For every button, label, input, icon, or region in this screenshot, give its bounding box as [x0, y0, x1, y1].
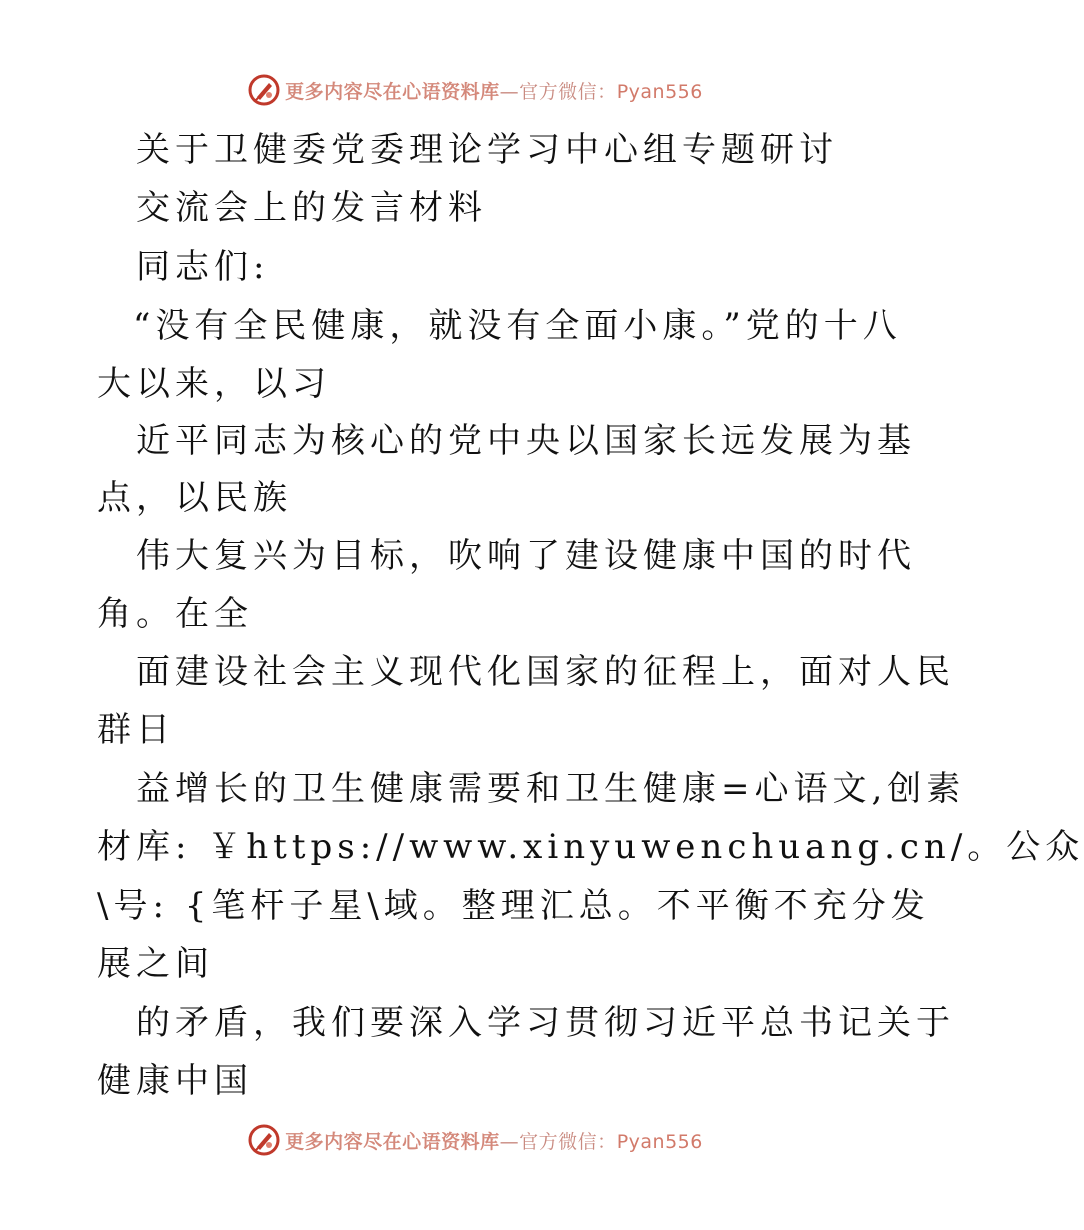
paragraph-line: 展之间 — [97, 944, 214, 984]
watermark-separator: — — [499, 1130, 520, 1153]
paragraph-line: “没有全民健康，就没有全面小康。”党的十八 — [133, 306, 902, 346]
watermark-wechat-label: 官方微信： — [519, 80, 617, 103]
document-title-line-2: 交流会上的发言材料 — [136, 188, 487, 228]
watermark-site-text: 更多内容尽在心语资料库 — [285, 80, 500, 103]
paragraph-line: 的矛盾，我们要深入学习贯彻习近平总书记关于 — [136, 1003, 955, 1043]
paragraph-line: 群日 — [97, 710, 175, 750]
paragraph-line: 面建设社会主义现代化国家的征程上，面对人民 — [136, 652, 955, 692]
watermark-separator: — — [499, 80, 520, 103]
paragraph-line: 益增长的卫生健康需要和卫生健康=心语文,创素 — [136, 769, 966, 809]
watermark-wechat-label: 官方微信： — [519, 1130, 617, 1153]
paragraph-line: 伟大复兴为目标，吹响了建设健康中国的时代 — [136, 536, 916, 576]
paragraph-line: 点，以民族 — [97, 478, 292, 518]
paragraph-line: 材库: ￥https://www.xinyuwenchuang.cn/。公众 — [97, 827, 1084, 867]
pen-logo-icon — [247, 1123, 281, 1157]
watermark-site-text: 更多内容尽在心语资料库 — [285, 1130, 500, 1153]
paragraph-line: 大以来，以习 — [97, 364, 331, 404]
header-watermark-banner — [0, 70, 950, 110]
paragraph-line: 健康中国 — [97, 1061, 253, 1101]
paragraph-line: 角。在全 — [97, 594, 253, 634]
watermark-text — [285, 77, 703, 104]
paragraph-line: \号: {笔杆子星\域。整理汇总。不平衡不充分发 — [97, 886, 930, 926]
paragraph-line: 近平同志为核心的党中央以国家长远发展为基 — [136, 421, 916, 461]
document-title-line-1: 关于卫健委党委理论学习中心组专题研讨 — [136, 130, 838, 170]
salutation: 同志们: — [136, 247, 270, 287]
watermark-wechat-id: Pyan556 — [616, 80, 703, 103]
watermark-text — [285, 1127, 703, 1154]
footer-watermark-banner — [0, 1120, 950, 1160]
pen-logo-icon — [247, 73, 281, 107]
watermark-wechat-id: Pyan556 — [616, 1130, 703, 1153]
